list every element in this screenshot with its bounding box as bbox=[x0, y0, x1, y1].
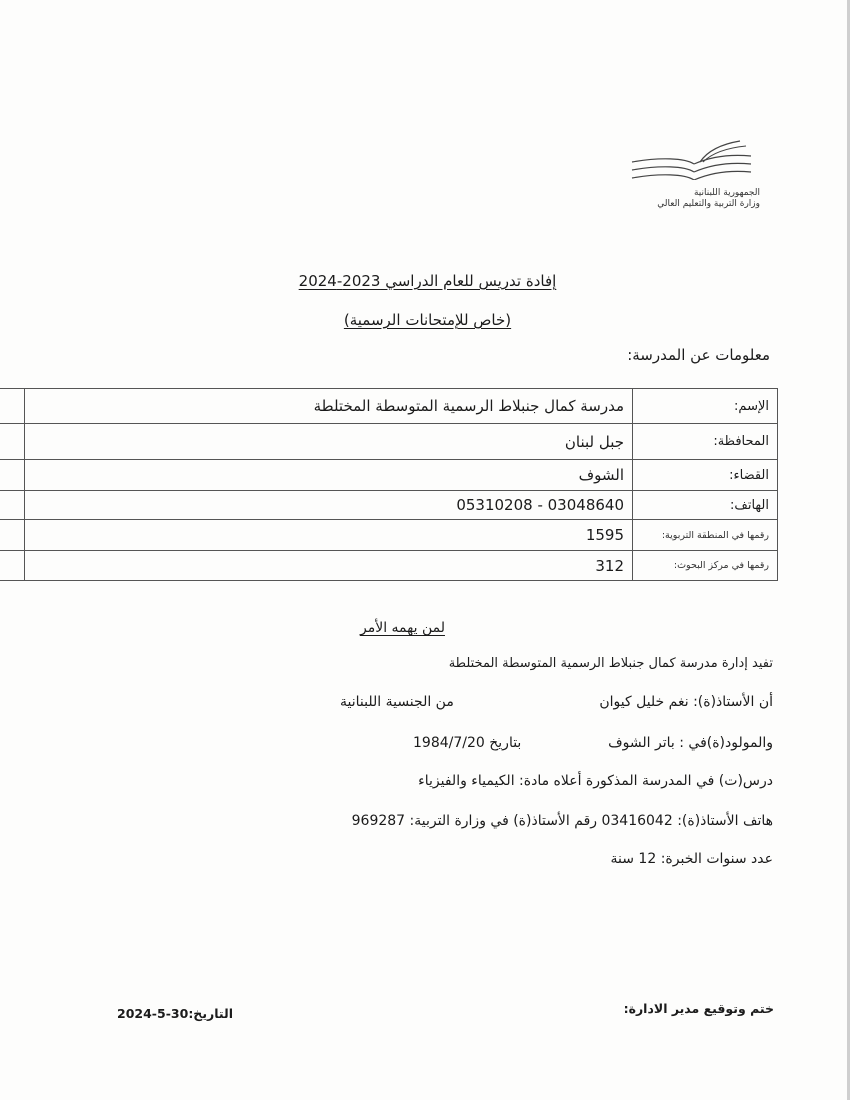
table-margin-cell bbox=[0, 460, 25, 491]
table-margin-cell bbox=[0, 551, 25, 581]
ministry-name bbox=[600, 188, 760, 210]
governorate-row bbox=[0, 424, 778, 460]
document-subtitle: (خاص للإمتحانات الرسمية) bbox=[343, 311, 512, 329]
birth-date: بتاريخ 1984/7/20 bbox=[413, 735, 522, 751]
research-center-label: رقمها في مركز البحوث: bbox=[633, 551, 778, 581]
district-value: الشوف bbox=[25, 460, 633, 491]
school-name-label: الإسم: bbox=[633, 389, 778, 424]
governorate-label: المحافظة: bbox=[633, 424, 778, 460]
date-label: التاريخ:30-5-2024 bbox=[117, 1006, 233, 1021]
ministry-line-2: وزارة التربية والتعليم العالي bbox=[657, 199, 760, 209]
ministry-logo bbox=[630, 140, 752, 180]
school-info-table bbox=[0, 388, 778, 581]
research-center-value: 312 bbox=[25, 551, 633, 581]
district-label: القضاء: bbox=[633, 460, 778, 491]
governorate-value: جبل لبنان bbox=[25, 424, 633, 460]
experience-line: عدد سنوات الخبرة: 12 سنة bbox=[610, 851, 773, 867]
region-number-label: رقمها في المنطقة التربوية: bbox=[633, 520, 778, 551]
school-section-heading: معلومات عن المدرسة: bbox=[627, 346, 770, 364]
region-number-row bbox=[0, 520, 778, 551]
teacher-name-line: أن الأستاذ(ة): نغم خليل كيوان bbox=[599, 694, 773, 710]
subject-line: درس(ت) في المدرسة المذكورة أعلاه مادة: الكيمياء والفيزياء bbox=[418, 773, 773, 789]
phone-value: 03048640 - 05310208 bbox=[25, 491, 633, 520]
phone-label: الهاتف: bbox=[633, 491, 778, 520]
teacher-phone-line: هاتف الأستاذ(ة): 03416042 رقم الأستاذ(ة) في وزارة التربية: 969287 bbox=[351, 813, 773, 829]
nationality: من الجنسية اللبنانية bbox=[340, 694, 454, 710]
school-name-value: مدرسة كمال جنبلاط الرسمية المتوسطة المختلطة bbox=[25, 389, 633, 424]
ministry-line-1: الجمهورية اللبنانية bbox=[693, 188, 760, 198]
school-name-row bbox=[0, 389, 778, 424]
document-title: إفادة تدريس للعام الدراسي 2023-2024 bbox=[298, 272, 557, 290]
table-margin-cell bbox=[0, 389, 25, 424]
table-margin-cell bbox=[0, 491, 25, 520]
table-margin-cell bbox=[0, 424, 25, 460]
signature-label: ختم وتوقيع مدير الادارة: bbox=[623, 1001, 774, 1016]
birth-place-line: والمولود(ة)في : باتر الشوف bbox=[608, 735, 773, 751]
research-center-row bbox=[0, 551, 778, 581]
to-whom-heading: لمن يهمه الأمر bbox=[360, 620, 445, 636]
certification-intro: تفيد إدارة مدرسة كمال جنبلاط الرسمية المتوسطة المختلطة bbox=[448, 656, 773, 671]
district-row bbox=[0, 460, 778, 491]
phone-row bbox=[0, 491, 778, 520]
region-number-value: 1595 bbox=[25, 520, 633, 551]
table-margin-cell bbox=[0, 520, 25, 551]
